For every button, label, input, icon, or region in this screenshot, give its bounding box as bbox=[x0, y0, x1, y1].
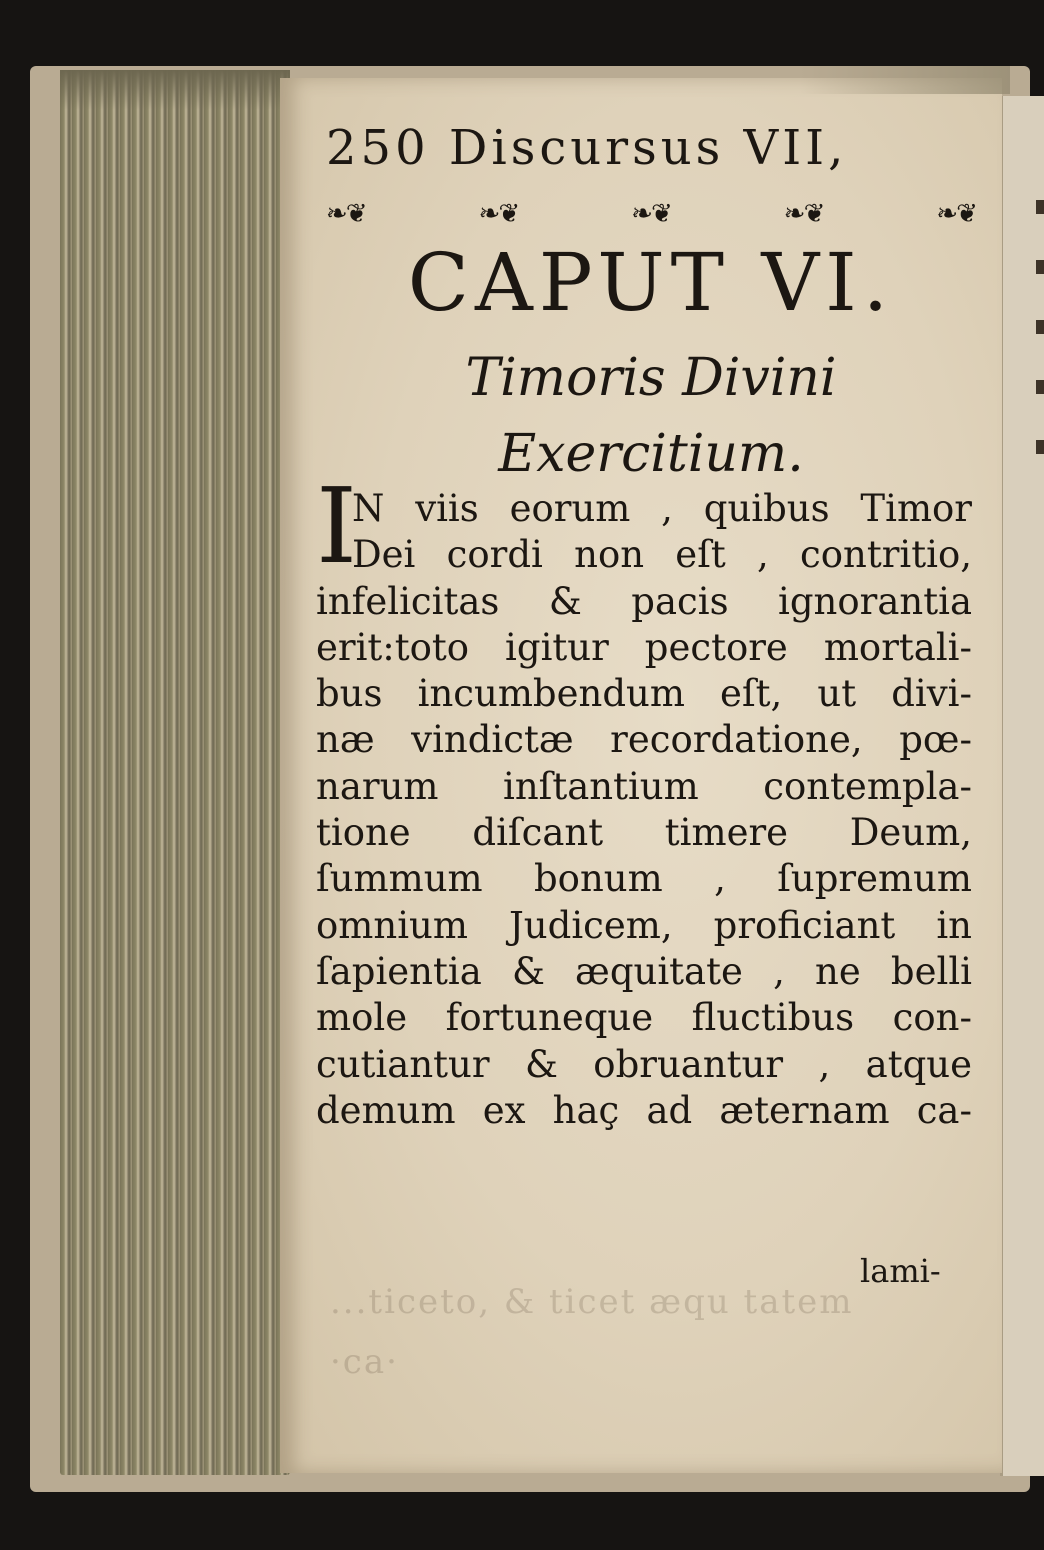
text-line: tione diſcant timere Deum, bbox=[316, 811, 972, 855]
chapter-title: Timoris Divini Exercitium. bbox=[465, 348, 837, 484]
show-through-line: ·ca· bbox=[330, 1342, 399, 1382]
text-line: omnium Judicem, proficiant in bbox=[316, 903, 972, 947]
text-line: ſapientia & æquitate , ne belli bbox=[316, 949, 972, 993]
page-stack bbox=[60, 70, 290, 1475]
fleuron-ornament: ❧❦ bbox=[326, 199, 366, 229]
text-line: cutiantur & obruantur , atque bbox=[316, 1042, 972, 1086]
chapter-heading: CAPUT VI. bbox=[407, 236, 895, 329]
show-through-text bbox=[330, 1272, 970, 1392]
running-head: 250 Discursus VII, bbox=[326, 120, 848, 176]
fleuron-ornament: ❧❦ bbox=[936, 199, 976, 229]
text-line: N viis eorum , quibus Timor bbox=[352, 487, 972, 530]
fleuron-ornament: ❧❦ bbox=[631, 199, 671, 229]
text-line: næ vindictæ recordatione, pœ- bbox=[316, 718, 972, 762]
drop-cap: I bbox=[316, 465, 358, 587]
fleuron-ornament: ❧❦ bbox=[478, 199, 519, 229]
text-line: mole fortuneque fluctibus con- bbox=[316, 996, 972, 1040]
text-line: ſummum bonum , ſupremum bbox=[316, 857, 972, 901]
fleuron-ornament: ❧❦ bbox=[783, 199, 824, 229]
show-through-line: ...ticeto, & ticet æqu tatem bbox=[330, 1282, 854, 1322]
page-stack-shadow bbox=[60, 70, 290, 110]
facing-page-text-fragments bbox=[1036, 200, 1044, 500]
catchword: lami- bbox=[860, 1252, 941, 1290]
ornament-row bbox=[326, 196, 976, 232]
text-line: narum inſtantium contempla- bbox=[316, 764, 972, 808]
text-line: erit:toto igitur pectore mortali- bbox=[316, 625, 972, 669]
text-line: Dei cordi non eſt , contritio, bbox=[352, 533, 972, 577]
body-text bbox=[316, 486, 972, 1134]
text-line: demum ex haç ad æternam ca- bbox=[316, 1088, 972, 1132]
page-stain bbox=[800, 66, 1010, 94]
text-line: bus incumbendum eſt, ut divi- bbox=[316, 672, 972, 716]
text-line: infelicitas & pacis ignorantia bbox=[316, 579, 972, 623]
